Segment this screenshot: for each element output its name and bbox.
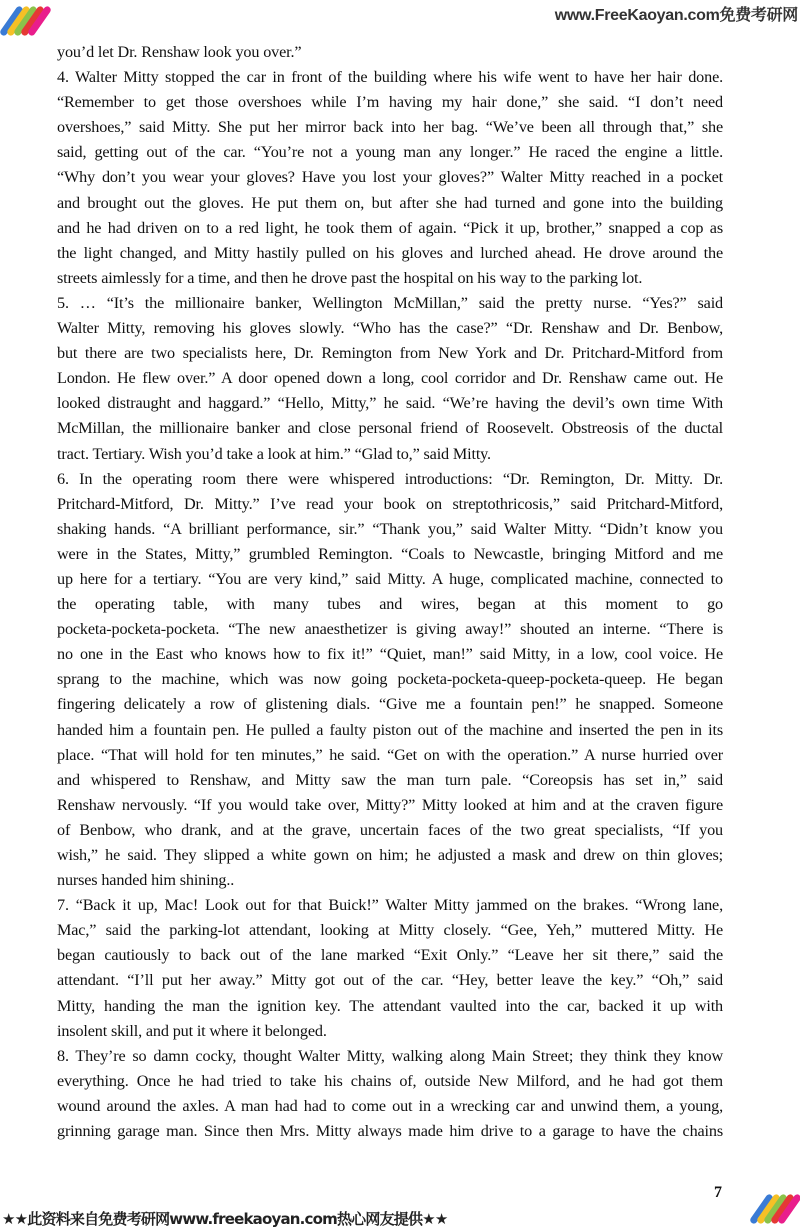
text-line: “Why don’t you wear your gloves? Have you lost your gloves?” Walter Mitty reached in a pocket bbox=[57, 168, 723, 187]
text-line: up here for a tertiary. “You are very kind,” said Mitty. A huge, complicated machine, connected to bbox=[57, 569, 723, 588]
text-line: McMillan, the millionaire banker and close personal friend of Roosevelt. Obstreosis of the ductal bbox=[57, 419, 723, 438]
text-line: of Benbow, who drank, and at the grave, uncertain faces of the two great specialists, “If you bbox=[57, 820, 723, 839]
text-line: 4. Walter Mitty stopped the car in front of the building where his wife went to have her hair done. bbox=[57, 68, 723, 87]
text-line: Mac,” said the parking-lot attendant, looking at Mitty closely. “Gee, Yeh,” muttered Mitty. He bbox=[57, 921, 723, 940]
text-line: were in the States, Mitty,” grumbled Remington. “Coals to Newcastle, bringing Mitford and me bbox=[57, 544, 723, 563]
text-line: but there are two specialists here, Dr. Remington from New York and Dr. Pritchard-Mitford from bbox=[57, 344, 723, 363]
text-line: “Remember to get those overshoes while I’m having my hair done,” she said. “I don’t need bbox=[57, 93, 723, 112]
text-line: 6. In the operating room there were whispered introductions: “Dr. Remington, Dr. Mitty. Dr. bbox=[57, 469, 723, 488]
text-line: looked distraught and haggard.” “Hello, Mitty,” he said. “We’re having the devil’s own time With bbox=[57, 394, 723, 413]
text-line: 7. “Back it up, Mac! Look out for that Buick!” Walter Mitty jammed on the brakes. “Wrong lane, bbox=[57, 896, 723, 915]
site-url-header: www.FreeKaoyan.com免费考研网 bbox=[554, 7, 798, 24]
text-line: the light changed, and Mitty hastily pulled on his gloves and lurched ahead. He drove around the bbox=[57, 243, 723, 262]
text-line: attendant. “I’ll put her away.” Mitty got out of the car. “Hey, better leave the key.” “Oh,” said bbox=[57, 971, 723, 990]
text-line: began cautiously to back out of the lane marked “Exit Only.” “Leave her sit there,” said the bbox=[57, 946, 723, 965]
text-line: the operating table, with many tubes and wires, began at this moment to go bbox=[57, 595, 723, 614]
text-line: and brought out the gloves. He put them on, but after she had turned and gone into the building bbox=[57, 193, 723, 212]
text-line: said, getting out of the car. “You’re not a young man any longer.” He raced the engine a little. bbox=[57, 143, 723, 162]
text-line: you’d let Dr. Renshaw look you over.” bbox=[57, 43, 302, 61]
text-line: nurses handed him shining.. bbox=[57, 871, 235, 890]
text-line: insolent skill, and put it where it belonged. bbox=[57, 1021, 327, 1040]
text-line: everything. Once he had tried to take his chains of, outside New Milford, and he had got them bbox=[57, 1071, 723, 1090]
text-line: 5. … “It’s the millionaire banker, Wellington McMillan,” said the pretty nurse. “Yes?” said bbox=[57, 293, 723, 312]
document-body bbox=[57, 40, 723, 1144]
page-number: 7 bbox=[714, 1184, 722, 1201]
text-line: streets aimlessly for a time, and then he drove past the hospital on his way to the parking lot. bbox=[57, 268, 643, 287]
text-line: wound around the axles. A man had had to come out in a wrecking car and unwind them, a young, bbox=[57, 1096, 723, 1115]
site-logo-top bbox=[2, 2, 50, 42]
text-line: Pritchard-Mitford, Dr. Mitty.” I’ve read your book on streptothricosis,” said Pritchard-Mitford, bbox=[57, 494, 723, 513]
text-line: handed him a fountain pen. He pulled a faulty piston out of the machine and inserted the pen in its bbox=[57, 720, 723, 739]
text-line: Renshaw nervously. “If you would take over, Mitty?” Mitty looked at him and at the craven figure bbox=[57, 795, 723, 814]
text-line: Walter Mitty, removing his gloves slowly. “Who has the case?” “Dr. Renshaw and Dr. Benbow, bbox=[57, 319, 723, 338]
text-line: shaking hands. “A brilliant performance, sir.” “Thank you,” said Walter Mitty. “Didn’t know you bbox=[57, 519, 723, 538]
text-line: Mitty, handing the man the ignition key. The attendant vaulted into the car, backed it up with bbox=[57, 996, 723, 1015]
site-logo-bottom bbox=[752, 1190, 800, 1230]
text-line: no one in the East who knows how to fix it!” “Quiet, man!” said Mitty, in a low, cool voice. He bbox=[57, 645, 723, 664]
footer-credit: ★★此资料来自免费考研网www.freekaoyan.com热心网友提供★★ bbox=[2, 1210, 448, 1228]
text-line: and he had driven on to a red light, he took them of again. “Pick it up, brother,” snapped a cop as bbox=[57, 218, 723, 237]
text-line: fingering delicately a row of glistening dials. “Give me a fountain pen!” he snapped. Someone bbox=[57, 695, 723, 714]
text-line: and whispered to Renshaw, and Mitty saw the man turn pale. “Coreopsis has set in,” said bbox=[57, 770, 723, 789]
text-line: wish,” he said. They slipped a white gown on him; he adjusted a mask and drew on thin gloves; bbox=[57, 846, 723, 864]
text-line: grinning garage man. Since then Mrs. Mitty always made him drive to a garage to have the chains bbox=[57, 1122, 723, 1141]
text-line: sprang to the machine, which was now going pocketa-pocketa-queep-pocketa-queep. He began bbox=[57, 670, 723, 689]
text-line: 8. They’re so damn cocky, thought Walter Mitty, walking along Main Street; they think they know bbox=[57, 1046, 723, 1065]
text-line: overshoes,” said Mitty. She put her mirror back into her bag. “We’ve been all through that,” she bbox=[57, 118, 723, 137]
text-line: tract. Tertiary. Wish you’d take a look at him.” “Glad to,” said Mitty. bbox=[57, 444, 491, 463]
text-line: London. He flew over.” A door opened down a long, cool corridor and Dr. Renshaw came out. He bbox=[57, 369, 723, 388]
text-line: pocketa-pocketa-pocketa. “The new anaesthetizer is giving away!” shouted an interne. “There is bbox=[57, 620, 723, 639]
text-line: place. “That will hold for ten minutes,” he said. “Get on with the operation.” A nurse hurried over bbox=[57, 745, 723, 764]
